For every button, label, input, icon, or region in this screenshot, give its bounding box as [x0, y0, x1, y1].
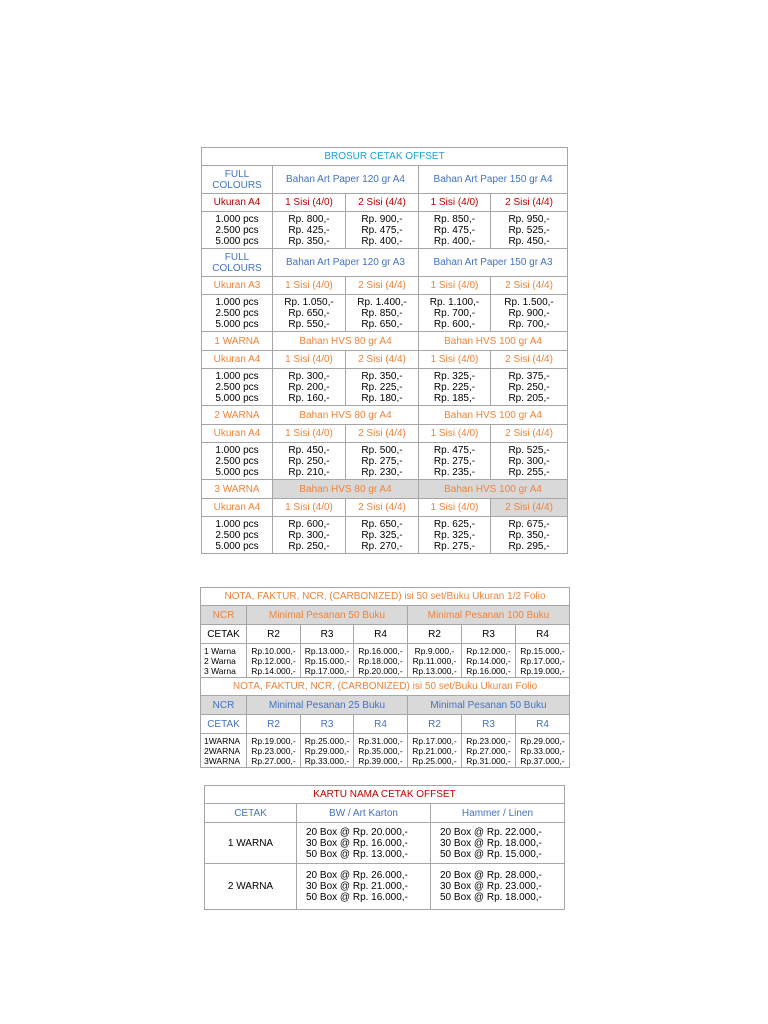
side-header: 1 Sisi (4/0) [273, 194, 346, 212]
kartu-nama-price-table [204, 785, 565, 910]
side-header: 1 Sisi (4/0) [419, 499, 491, 517]
price-row [202, 369, 568, 406]
side-header: 2 Sisi (4/4) [491, 194, 568, 212]
price-row [202, 212, 568, 249]
brosur-title: BROSUR CETAK OFFSET [202, 148, 568, 166]
qty-cell: 1.000 pcs 2.500 pcs 5.000 pcs [202, 369, 273, 406]
qty-cell: 1.000 pcs 2.500 pcs 5.000 pcs [202, 295, 273, 332]
nota-folio-title: NOTA, FAKTUR, NCR, (CARBONIZED) isi 50 set/Buku Ukuran Folio [201, 678, 570, 696]
price-cell: Rp. 350,- Rp. 225,- Rp. 180,- [346, 369, 419, 406]
min-order-50: Minimal Pesanan 50 Buku [247, 606, 408, 625]
price-cell: Rp. 325,- Rp. 225,- Rp. 185,- [419, 369, 491, 406]
paper-120-a4: Bahan Art Paper 120 gr A4 [273, 166, 419, 194]
size-a4: Ukuran A4 [202, 425, 273, 443]
price-cell: Rp. 800,- Rp. 425,- Rp. 350,- [273, 212, 346, 249]
size-a4: Ukuran A4 [202, 499, 273, 517]
side-header: 1 Sisi (4/0) [273, 351, 346, 369]
warna-label: 1 WARNA [205, 823, 297, 864]
price-row [205, 864, 565, 910]
paper-hvs-100: Bahan HVS 100 gr A4 [419, 480, 568, 499]
ncr-label: NCR [201, 606, 247, 625]
paper-hvs-80: Bahan HVS 80 gr A4 [273, 332, 419, 351]
full-colours-label: FULL COLOURS [202, 249, 273, 277]
warna-label: 1 WARNA [202, 332, 273, 351]
bw-art-karton-header: BW / Art Karton [297, 804, 431, 823]
qty-cell: 1.000 pcs 2.500 pcs 5.000 pcs [202, 212, 273, 249]
r-column-header: R3 [301, 715, 354, 734]
price-cell: Rp. 1.050,- Rp. 650,- Rp. 550,- [273, 295, 346, 332]
price-cell: Rp. 450,- Rp. 250,- Rp. 210,- [273, 443, 346, 480]
qty-cell: 1.000 pcs 2.500 pcs 5.000 pcs [202, 443, 273, 480]
price-row [202, 443, 568, 480]
price-cell: 20 Box @ Rp. 22.000,- 30 Box @ Rp. 18.000,- 50 Box @ Rp. 15.000,- [431, 823, 565, 864]
side-header: 1 Sisi (4/0) [419, 351, 491, 369]
price-cell: 20 Box @ Rp. 20.000,- 30 Box @ Rp. 16.000,- 50 Box @ Rp. 13.000,- [297, 823, 431, 864]
price-row [201, 734, 570, 768]
price-cell: Rp. 475,- Rp. 275,- Rp. 235,- [419, 443, 491, 480]
price-cell: Rp. 1.400,- Rp. 850,- Rp. 650,- [346, 295, 419, 332]
price-cell: Rp.9.000,- Rp.11.000,- Rp.13.000,- [408, 644, 462, 678]
side-header: 2 Sisi (4/4) [346, 277, 419, 295]
side-header: 2 Sisi (4/4) [346, 194, 419, 212]
side-header: 2 Sisi (4/4) [491, 499, 568, 517]
price-cell: Rp. 850,- Rp. 475,- Rp. 400,- [419, 212, 491, 249]
r-column-header: R3 [462, 625, 516, 644]
paper-hvs-100: Bahan HVS 100 gr A4 [419, 406, 568, 425]
side-header: 1 Sisi (4/0) [419, 194, 491, 212]
warna-label: 2 WARNA [202, 406, 273, 425]
min-order-50: Minimal Pesanan 50 Buku [408, 696, 570, 715]
price-cell: Rp.12.000,- Rp.14.000,- Rp.16.000,- [462, 644, 516, 678]
price-row [202, 517, 568, 554]
paper-hvs-80: Bahan HVS 80 gr A4 [273, 406, 419, 425]
side-header: 1 Sisi (4/0) [273, 425, 346, 443]
warna-label: 3 WARNA [202, 480, 273, 499]
price-cell: Rp.25.000,- Rp.29.000,- Rp.33.000,- [301, 734, 354, 768]
price-cell: Rp. 1.500,- Rp. 900,- Rp. 700,- [491, 295, 568, 332]
r-column-header: R4 [516, 625, 570, 644]
hammer-linen-header: Hammer / Linen [431, 804, 565, 823]
price-cell: Rp.16.000,- Rp.18.000,- Rp.20.000,- [354, 644, 408, 678]
r-column-header: R2 [247, 625, 301, 644]
r-column-header: R4 [516, 715, 570, 734]
cetak-label: CETAK [201, 625, 247, 644]
kartu-nama-title: KARTU NAMA CETAK OFFSET [205, 786, 565, 804]
brosur-price-table [201, 147, 568, 554]
qty-cell: 1.000 pcs 2.500 pcs 5.000 pcs [202, 517, 273, 554]
side-header: 2 Sisi (4/4) [346, 351, 419, 369]
nota-half-folio-title: NOTA, FAKTUR, NCR, (CARBONIZED) isi 50 set/Buku Ukuran 1/2 Folio [201, 588, 570, 606]
price-row [201, 644, 570, 678]
price-row [202, 295, 568, 332]
warna-labels: 1 Warna 2 Warna 3 Warna [201, 644, 247, 678]
size-a4: Ukuran A4 [202, 351, 273, 369]
price-cell: Rp. 625,- Rp. 325,- Rp. 275,- [419, 517, 491, 554]
side-header: 2 Sisi (4/4) [491, 425, 568, 443]
price-cell: Rp.31.000,- Rp.35.000,- Rp.39.000,- [354, 734, 408, 768]
side-header: 2 Sisi (4/4) [346, 425, 419, 443]
r-column-header: R4 [354, 625, 408, 644]
price-cell: Rp. 525,- Rp. 300,- Rp. 255,- [491, 443, 568, 480]
price-cell: 20 Box @ Rp. 28.000,- 30 Box @ Rp. 23.000,- 50 Box @ Rp. 18.000,- [431, 864, 565, 910]
full-colours-label: FULL COLOURS [202, 166, 273, 194]
warna-label: 2 WARNA [205, 864, 297, 910]
price-cell: Rp.10.000,- Rp.12.000,- Rp.14.000,- [247, 644, 301, 678]
price-cell: Rp. 900,- Rp. 475,- Rp. 400,- [346, 212, 419, 249]
size-a3: Ukuran A3 [202, 277, 273, 295]
side-header: 2 Sisi (4/4) [491, 277, 568, 295]
price-cell: Rp.19.000,- Rp.23.000,- Rp.27.000,- [247, 734, 301, 768]
paper-120-a3: Bahan Art Paper 120 gr A3 [273, 249, 419, 277]
side-header: 1 Sisi (4/0) [273, 499, 346, 517]
r-column-header: R4 [354, 715, 408, 734]
min-order-25: Minimal Pesanan 25 Buku [247, 696, 408, 715]
paper-150-a3: Bahan Art Paper 150 gr A3 [419, 249, 568, 277]
price-cell: Rp.17.000,- Rp.21.000,- Rp.25.000,- [408, 734, 462, 768]
price-cell: Rp.23.000,- Rp.27.000,- Rp.31.000,- [462, 734, 516, 768]
paper-hvs-100: Bahan HVS 100 gr A4 [419, 332, 568, 351]
side-header: 2 Sisi (4/4) [346, 499, 419, 517]
price-cell: Rp. 500,- Rp. 275,- Rp. 230,- [346, 443, 419, 480]
cetak-label: CETAK [205, 804, 297, 823]
warna-labels: 1WARNA 2WARNA 3WARNA [201, 734, 247, 768]
side-header: 1 Sisi (4/0) [419, 425, 491, 443]
price-cell: Rp.13.000,- Rp.15.000,- Rp.17.000,- [301, 644, 354, 678]
price-cell: Rp.15.000,- Rp.17.000,- Rp.19.000,- [516, 644, 570, 678]
price-cell: Rp. 375,- Rp. 250,- Rp. 205,- [491, 369, 568, 406]
price-cell: Rp. 950,- Rp. 525,- Rp. 450,- [491, 212, 568, 249]
r-column-header: R2 [408, 715, 462, 734]
ncr-label: NCR [201, 696, 247, 715]
cetak-label: CETAK [201, 715, 247, 734]
price-cell: Rp. 600,- Rp. 300,- Rp. 250,- [273, 517, 346, 554]
r-column-header: R3 [462, 715, 516, 734]
price-cell: Rp. 675,- Rp. 350,- Rp. 295,- [491, 517, 568, 554]
r-column-header: R2 [247, 715, 301, 734]
nota-price-table [200, 587, 570, 768]
side-header: 1 Sisi (4/0) [273, 277, 346, 295]
size-a4: Ukuran A4 [202, 194, 273, 212]
price-cell: Rp. 300,- Rp. 200,- Rp. 160,- [273, 369, 346, 406]
min-order-100: Minimal Pesanan 100 Buku [408, 606, 570, 625]
side-header: 1 Sisi (4/0) [419, 277, 491, 295]
price-cell: 20 Box @ Rp. 26.000,- 30 Box @ Rp. 21.000,- 50 Box @ Rp. 16.000,- [297, 864, 431, 910]
price-cell: Rp.29.000,- Rp.33.000,- Rp.37.000,- [516, 734, 570, 768]
side-header: 2 Sisi (4/4) [491, 351, 568, 369]
price-cell: Rp. 1.100,- Rp. 700,- Rp. 600,- [419, 295, 491, 332]
price-cell: Rp. 650,- Rp. 325,- Rp. 270,- [346, 517, 419, 554]
paper-150-a4: Bahan Art Paper 150 gr A4 [419, 166, 568, 194]
r-column-header: R2 [408, 625, 462, 644]
r-column-header: R3 [301, 625, 354, 644]
paper-hvs-80: Bahan HVS 80 gr A4 [273, 480, 419, 499]
price-row [205, 823, 565, 864]
